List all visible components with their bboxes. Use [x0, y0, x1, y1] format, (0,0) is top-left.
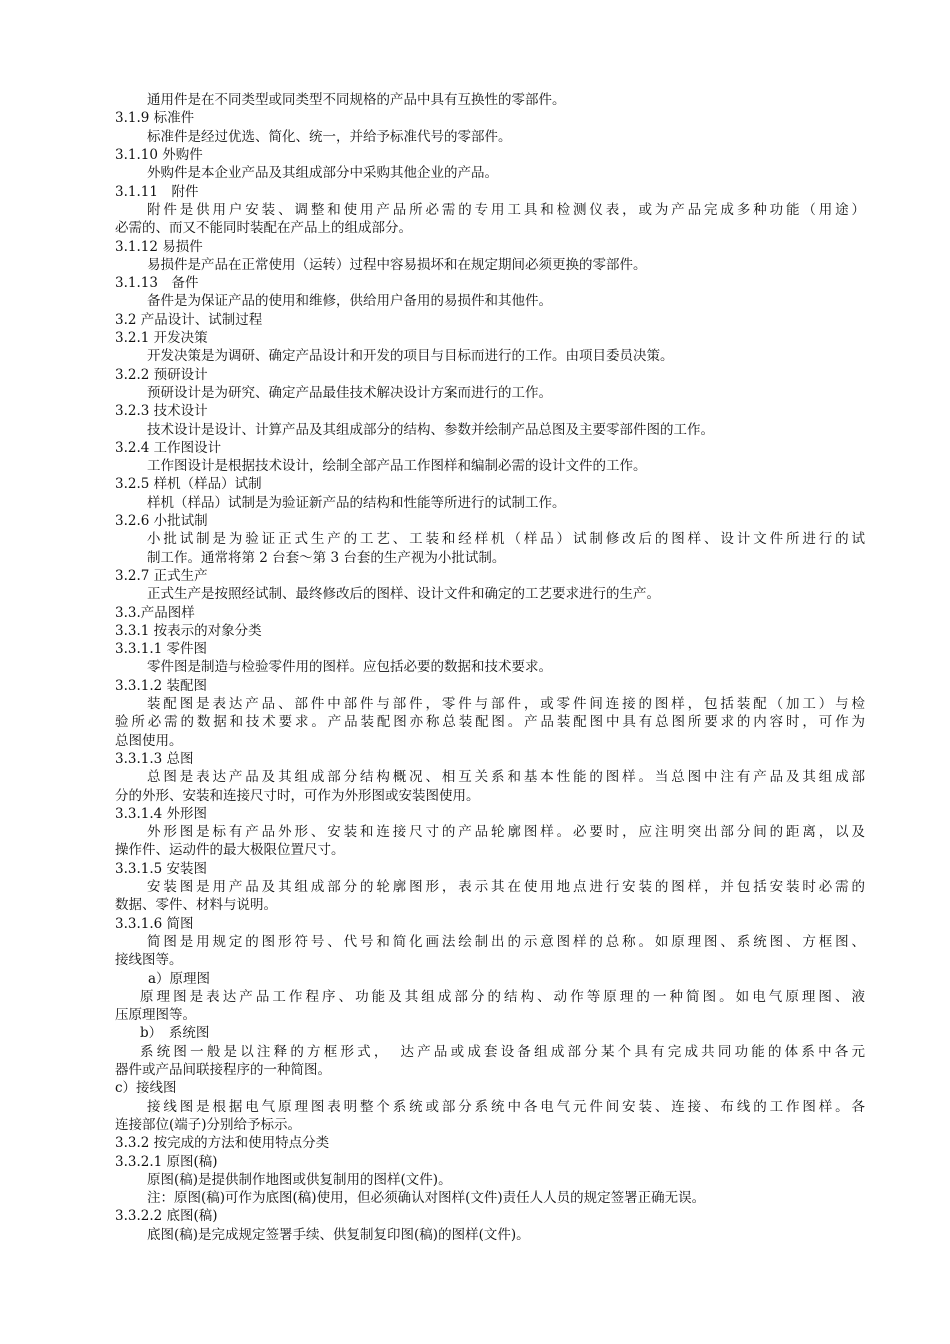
section-heading: 3.1.10 外购件: [115, 147, 203, 163]
section-heading: 3.3.产品图样: [115, 605, 195, 621]
text-line: 技术设计是设计、计算产品及其组成部分的结构、参数并绘制产品总图及主要零部件图的工作。: [147, 422, 714, 438]
section-heading: 3.3.1.6 简图: [115, 916, 194, 932]
text-line: 原理图是表达产品工作程序、功能及其组成部分的结构、动作等原理的一种简图。如电气原理图、液: [140, 989, 865, 1005]
text-line: 总图使用。: [115, 733, 183, 749]
text-line: 连接部位(端子)分别给予标示。: [115, 1117, 302, 1133]
section-heading: 3.2.7 正式生产: [115, 568, 208, 584]
text-line: 必需的、而又不能同时装配在产品上的组成部分。: [115, 220, 412, 236]
text-line: 易损件是产品在正常使用（运转）过程中容易损坏和在规定期间必须更换的零部件。: [147, 257, 647, 273]
text-line: 零件图是制造与检验零件用的图样。应包括必要的数据和技术要求。: [147, 659, 552, 675]
section-heading: 3.1.11 附件: [115, 184, 199, 200]
text-line: 安装图是用产品及其组成部分的轮廓图形，表示其在使用地点进行安装的图样，并包括安装时必需的: [147, 879, 865, 895]
text-line: 预研设计是为研究、确定产品最佳技术解决设计方案而进行的工作。: [147, 385, 552, 401]
section-heading: 3.3.1.2 装配图: [115, 678, 208, 694]
section-heading: 3.3.2 按完成的方法和使用特点分类: [115, 1135, 330, 1151]
text-line: 系统图一般是以注释的方框形式， 达产品或成套设备组成部分某个具有完成共同功能的体系中各元: [140, 1044, 865, 1060]
text-line: 总图是表达产品及其组成部分结构概况、相互关系和基本性能的图样。当总图中注有产品及其组成部: [147, 769, 865, 785]
note-line: 注：原图(稿)可作为底图(稿)使用，但必须确认对图样(文件)责任人人员的规定签署正确无误。: [147, 1190, 706, 1206]
text-line: 外购件是本企业产品及其组成部分中采购其他企业的产品。: [147, 165, 498, 181]
text-line: 简图是用规定的图形符号、代号和简化画法绘制出的示意图样的总称。如原理图、系统图、方框图、: [147, 934, 865, 950]
text-line: 数据、零件、材料与说明。: [115, 897, 277, 913]
text-line: 分的外形、安装和连接尺寸时，可作为外形图或安装图使用。: [115, 788, 480, 804]
text-line: 开发决策是为调研、确定产品设计和开发的项目与目标而进行的工作。由项目委员决策。: [147, 348, 674, 364]
section-heading: 3.2.2 预研设计: [115, 367, 208, 383]
section-heading: 3.1.12 易损件: [115, 239, 203, 255]
section-heading: 3.2.3 技术设计: [115, 403, 208, 419]
text-line: 装配图是表达产品、部件中部件与部件，零件与部件，或零件间连接的图样，包括装配（加工）与检: [147, 696, 865, 712]
text-line: 通用件是在不同类型或同类型不同规格的产品中具有互换性的零部件。: [147, 92, 566, 108]
section-heading: 3.2.5 样机（样品）试制: [115, 476, 262, 492]
list-item-label: c）接线图: [115, 1080, 177, 1096]
text-line: 标准件是经过优选、简化、统一，并给予标准代号的零部件。: [147, 129, 512, 145]
section-heading: 3.1.9 标准件: [115, 110, 195, 126]
text-line: 接线图等。: [115, 952, 183, 968]
text-line: 验所必需的数据和技术要求。产品装配图亦称总装配图。产品装配图中具有总图所要求的内容时，可作为: [115, 714, 865, 730]
section-heading: 3.3.2.1 原图(稿): [115, 1154, 218, 1170]
text-line: 小批试制是为验证正式生产的工艺、工装和经样机（样品）试制修改后的图样、设计文件所进行的试: [147, 531, 865, 547]
text-line: 工作图设计是根据技术设计，绘制全部产品工作图样和编制必需的设计文件的工作。: [147, 458, 647, 474]
text-line: 制工作。通常将第 2 台套～第 3 台套的生产视为小批试制。: [147, 550, 506, 566]
section-heading: 3.2.4 工作图设计: [115, 440, 222, 456]
text-line: 正式生产是按照经试制、最终修改后的图样、设计文件和确定的工艺要求进行的生产。: [147, 586, 660, 602]
text-line: 外形图是标有产品外形、安装和连接尺寸的产品轮廓图样。必要时，应注明突出部分间的距离，以及: [147, 824, 865, 840]
text-line: 备件是为保证产品的使用和维修，供给用户备用的易损件和其他件。: [147, 293, 552, 309]
section-heading: 3.3.1 按表示的对象分类: [115, 623, 262, 639]
text-line: 器件或产品间联接程序的一种简图。: [115, 1062, 331, 1078]
section-heading: 3.2.6 小批试制: [115, 513, 208, 529]
text-line: 样机（样品）试制是为验证新产品的结构和性能等所进行的试制工作。: [147, 495, 566, 511]
list-item-label: a）原理图: [148, 971, 211, 987]
section-heading: 3.1.13 备件: [115, 275, 199, 291]
text-line: 接线图是根据电气原理图表明整个系统或部分系统中各电气元件间安装、连接、布线的工作图样。各: [147, 1099, 865, 1115]
section-heading: 3.2 产品设计、试制过程: [115, 312, 263, 328]
section-heading: 3.2.1 开发决策: [115, 330, 208, 346]
text-line: 操作件、运动件的最大极限位置尺寸。: [115, 842, 345, 858]
text-line: 压原理图等。: [115, 1007, 196, 1023]
section-heading: 3.3.2.2 底图(稿): [115, 1208, 218, 1224]
section-heading: 3.3.1.1 零件图: [115, 641, 208, 657]
section-heading: 3.3.1.5 安装图: [115, 861, 208, 877]
list-item-label: b） 系统图: [140, 1025, 210, 1041]
text-line: 底图(稿)是完成规定签署手续、供复制复印图(稿)的图样(文件)。: [147, 1227, 530, 1243]
text-line: 原图(稿)是提供制作地图或供复制用的图样(文件)。: [147, 1172, 452, 1188]
section-heading: 3.3.1.4 外形图: [115, 806, 208, 822]
text-line: 附件是供用户安装、调整和使用产品所必需的专用工具和检测仪表，或为产品完成多种功能（用途）: [147, 202, 865, 218]
section-heading: 3.3.1.3 总图: [115, 751, 194, 767]
